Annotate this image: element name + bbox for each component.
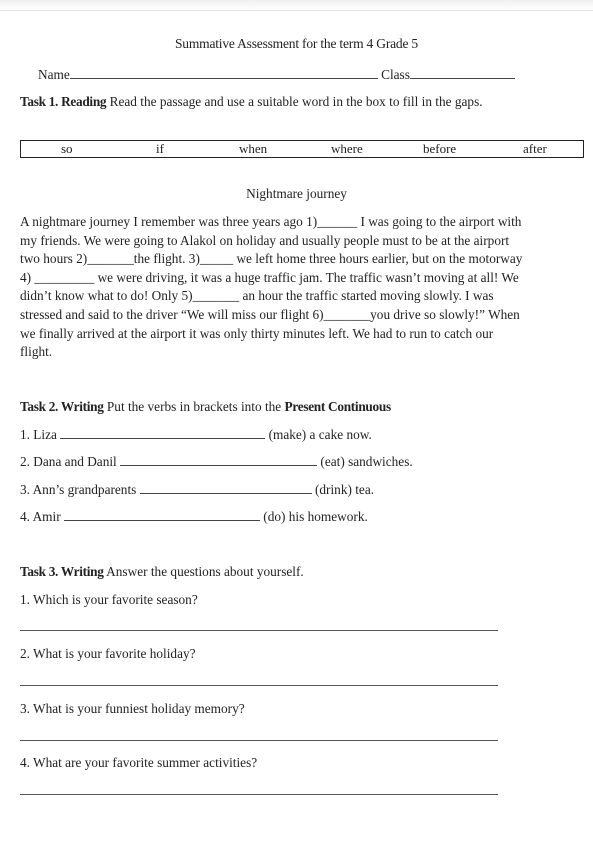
passage-text: we finally arrived at the airport it was only thirty minutes left. We had to run to catch our [20,325,494,341]
task3-question: 3. What is your funniest holiday memory? [20,701,245,716]
task1-instruction: Read the passage and use a suitable word in the box to fill in the gaps. [109,94,483,109]
name-field[interactable] [70,67,378,79]
task2-answer-field[interactable] [60,427,265,439]
passage-text: I was going to the airport with [357,214,522,229]
task2-verb: (drink) tea. [314,482,375,497]
task3-question: 2. What is your favorite holiday? [20,646,196,661]
passage-text: didn’t know what to do! Only 5) [20,288,193,304]
passage-text: A nightmare journey I remember was three years ago 1) [20,214,318,229]
task3-heading [20,564,304,580]
word-where: where [331,141,363,156]
task1-label: Task 1. Reading [20,94,107,109]
task2-item [20,482,374,498]
task3-answer-line[interactable] [20,740,498,741]
task2-answer-field[interactable] [64,509,260,521]
task3-answer-line[interactable] [20,685,498,686]
passage-line [20,232,586,251]
task2-item [20,509,368,525]
passage-text: two hours 2) [20,251,88,267]
class-label: Class [381,67,410,82]
passage-title: Nightmare journey [246,186,347,201]
task2-subject: 2. Dana and Danil [20,454,117,469]
passage-line [20,269,586,288]
task1-heading [20,94,483,110]
gap-1[interactable]: ______ [317,214,358,229]
task2-heading [20,399,391,415]
task2-label: Task 2. Writing [20,399,104,414]
name-label: Name [38,67,70,82]
passage-text: we left home three hours earlier, but on the motorway [233,251,523,267]
page-title: Summative Assessment for the term 4 Grade 5 [175,36,418,51]
passage-line [20,343,586,362]
word-so: so [61,141,73,156]
task3-instruction: Answer the questions about yourself. [106,564,304,579]
task2-subject: 1. Liza [20,427,57,442]
word-after: after [523,141,547,156]
passage-line [20,325,586,344]
gap-3[interactable]: _____ [199,251,234,267]
task2-verb: (make) a cake now. [268,427,372,442]
gap-6[interactable]: _______ [323,306,371,322]
task3-label: Task 3. Writing [20,564,104,579]
word-when: when [239,141,268,156]
task2-item [20,427,372,443]
task2-subject: 4. Amir [20,509,61,524]
task2-item [20,454,413,470]
gap-4[interactable]: _________ [34,269,95,285]
task2-verb: (do) his homework. [263,509,368,524]
task2-answer-field[interactable] [120,454,317,466]
name-row [38,67,515,83]
passage-line [20,213,586,232]
word-if: if [156,141,164,156]
task2-verb: (eat) sandwiches. [320,454,413,469]
passage-line [20,306,586,325]
passage-text: we were driving, it was a huge traffic jam. The traffic wasn’t moving at all! We [94,269,519,285]
passage-text: my friends. We were going to Alakol on holiday and usually people must to be at the airport [20,232,510,248]
task3-answer-line[interactable] [20,630,498,631]
passage [20,213,586,362]
task2-answer-field[interactable] [140,482,312,494]
task3-question: 1. Which is your favorite season? [20,592,198,607]
top-bar [0,0,593,11]
passage-text: flight. [20,344,53,360]
passage-text: stressed and said to the driver “We will miss our flight 6) [20,306,324,322]
task3-answer-line[interactable] [20,794,498,795]
task2-instruction: Put the verbs in brackets into the [106,399,282,414]
task3-question: 4. What are your favorite summer activities? [20,755,258,770]
passage-text: an hour the traffic started moving slowly. I was [239,288,494,304]
gap-2[interactable]: _______ [87,251,134,267]
task2-tense: Present Continuous [284,399,391,414]
task2-subject: 3. Ann’s grandparents [20,482,137,497]
passage-line [20,250,586,269]
word-before: before [423,141,457,156]
passage-line [20,287,586,306]
passage-text: 4) [20,269,35,285]
gap-5[interactable]: _______ [192,288,240,304]
word-box [20,140,584,158]
passage-text: the flight. 3) [133,251,200,267]
class-field[interactable] [410,67,515,79]
passage-text: you drive so slowly!” When [370,306,520,322]
